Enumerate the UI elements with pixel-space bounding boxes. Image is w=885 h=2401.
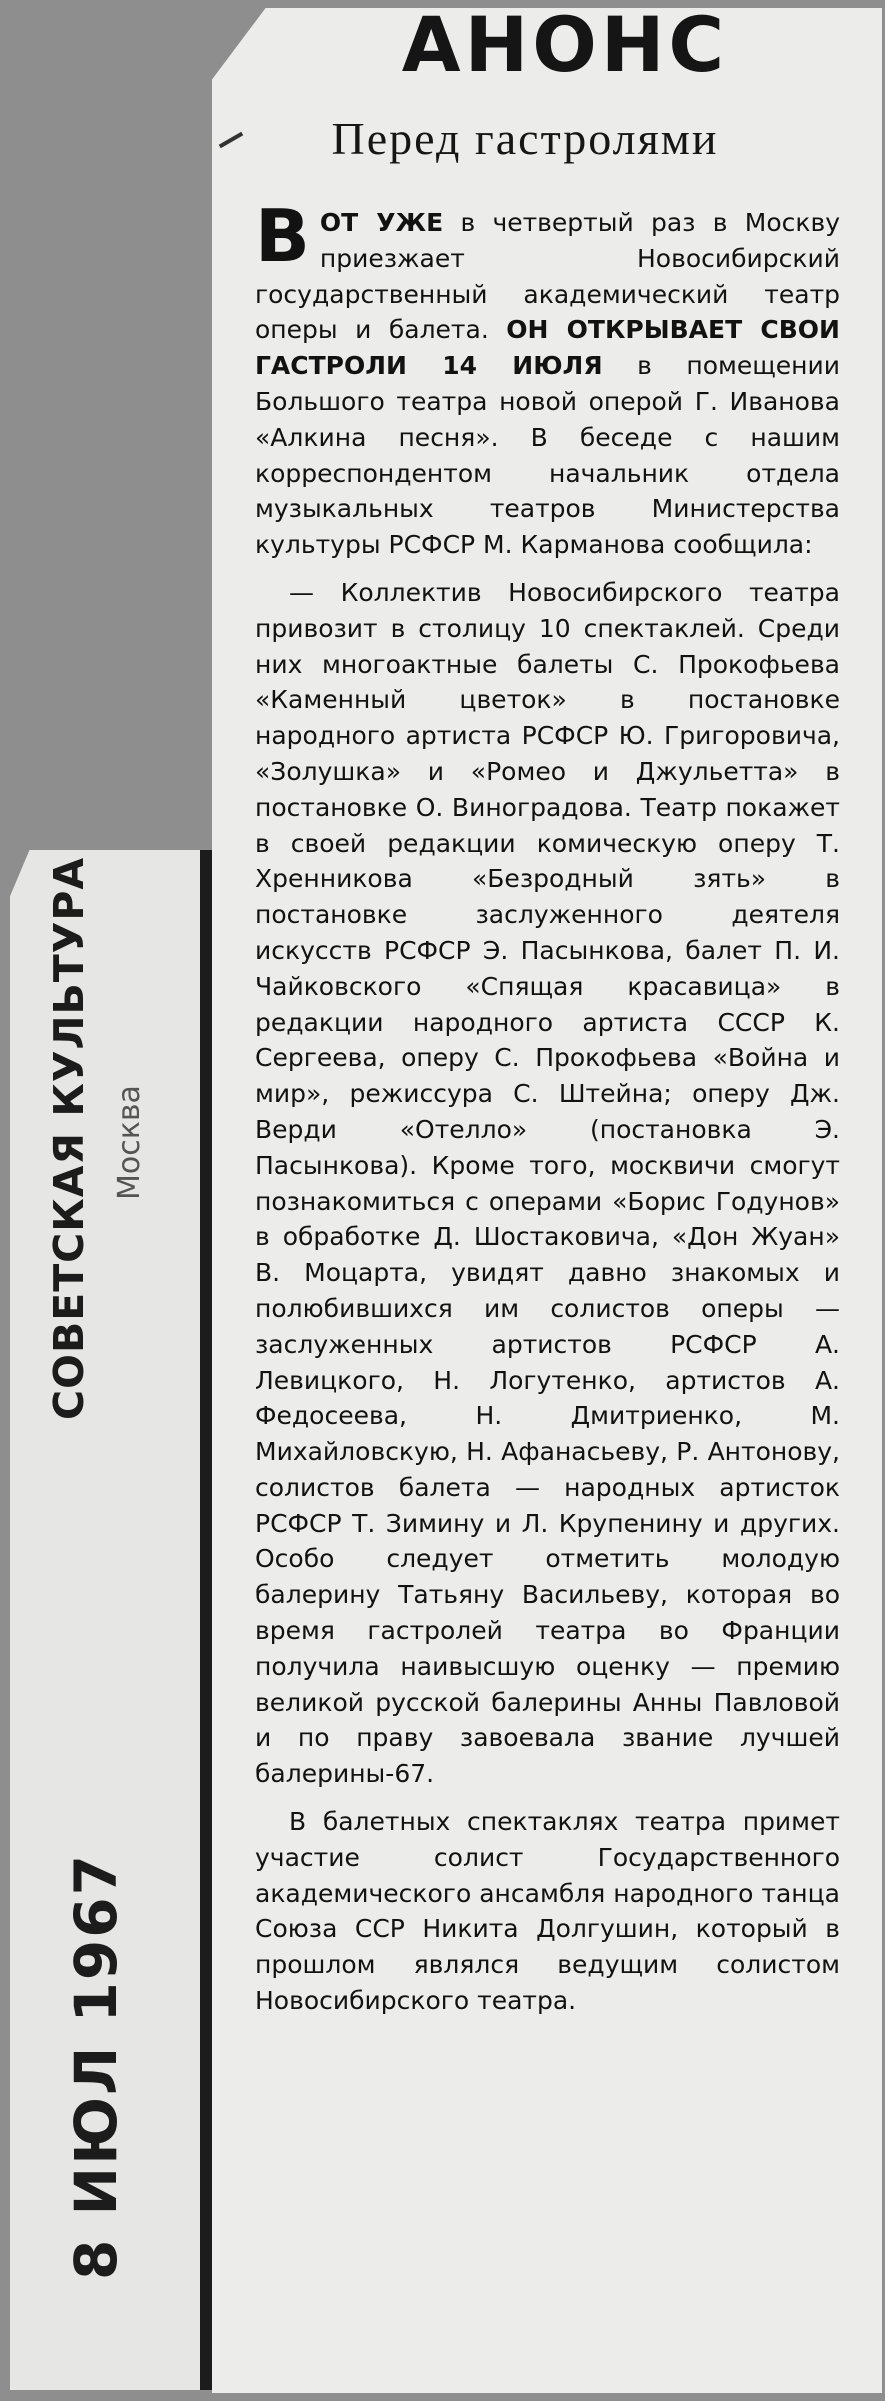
stamp-date: 8 ИЮЛ 1967: [62, 1853, 130, 2280]
lead-caps-2: ОН ОТКРЫВАЕТ СВОИ ГАСТРОЛИ 14 ИЮЛЯ: [255, 315, 840, 381]
paragraph-2: — Коллектив Новосибирского театра привозит в столицу 10 спектаклей. Среди них многоактные балеты С. Прокофьева «Каменный цветок» в постановке народного артиста РСФСР Ю. Григоровича, «Золушка» и «Ромео и Джульетта» в постановке О. Виноградова. Театр покажет в своей редакции комическую оперу Т. Хренникова «Безродный зять» в постановке заслуженного деятеля искусств РСФСР Э. Пасынкова, балет П. И. Чайковского «Спящая красавица» в редакции народного артиста СССР К. Сергеева, оперу С. Прокофьева «Война и мир», режиссура С. Штейна; оперу Дж. Верди «Отелло» (постановка Э. Пасынкова). Кроме того, москвичи смогут познакомиться с операми «Борис Годунов» в обработке Д. Шостаковича, «Дон Жуан» В. Моцарта, увидят давно знакомых и полюбившихся им солистов оперы — заслуженных артистов РСФСР А. Левицкого, Н. Логутенко, артистов А. Федосеева, Н. Дмитриенко, М. Михайловскую, Н. Афанасьеву, Р. Антонову, солистов балета — народных артисток РСФСР Т. Зимину и Л. Крупенину и других. Особо следует отметить молодую балерину Татьяну Васильеву, которая во время гастролей театра во Франции получила наивысшую оценку — премию великой русской балерины Анны Павловой и по праву завоевала звание лучшей балерины-67.: [255, 577, 840, 1789]
paragraph-1: [255, 194, 841, 563]
article-body: [255, 194, 841, 2019]
stamp-city: Москва: [112, 1085, 147, 1200]
stamp-newspaper-name: СОВЕТСКАЯ КУЛЬТУРА: [45, 856, 93, 1420]
lead-caps: ОТ УЖЕ: [319, 208, 444, 237]
headline: Перед гастролями: [331, 113, 719, 164]
paragraph-1-text-b: в помещении Большого театра новой оперой Г. Иванова «Алкина песня». В беседе с нашим корреспондентом начальник отдела музыкальных театров Министерства культуры РСФСР М. Карманова сообщила:: [255, 351, 841, 560]
paragraph-3: В балетных спектаклях театра примет участие солист Государственного академического ансамбля народного танца Союза ССР Никита Долгушин, который в прошлом являлся ведущим солистом Новосибирского театра.: [255, 1807, 840, 2016]
rubric-title: АНОНС: [401, 0, 729, 89]
column-rule: [200, 850, 212, 2390]
paragraph-1-text-a: в четвертый раз в Москву приезжает Новосибирский государственный академический театр оперы и балета.: [255, 208, 840, 345]
drop-cap: В: [255, 194, 310, 278]
